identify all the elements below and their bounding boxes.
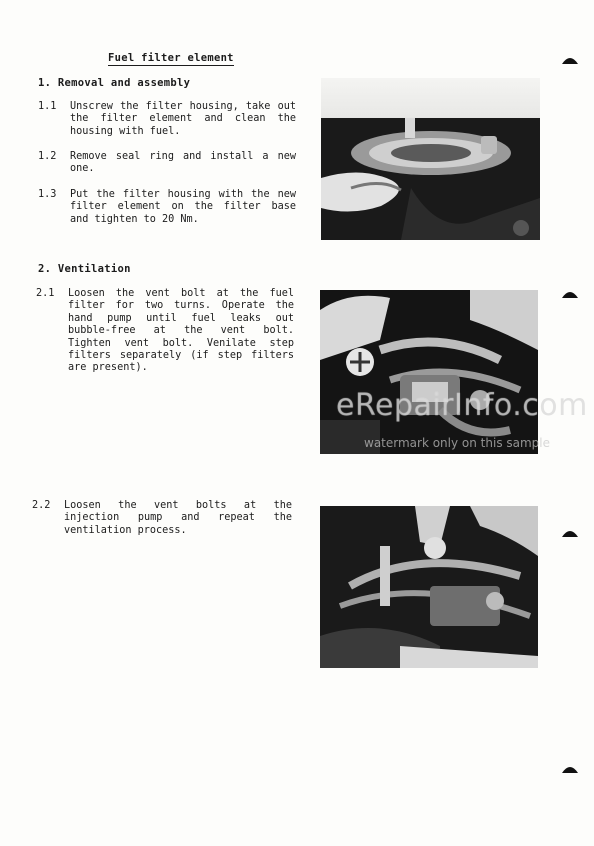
section-heading-removal: 1. Removal and assembly [38, 77, 191, 89]
photo-injection-pump-vent [320, 506, 538, 668]
photo-fuel-filter-vent [320, 290, 538, 454]
photo-fuel-filter-vent-graphic [320, 290, 538, 454]
step-number: 1.2 [38, 151, 57, 162]
watermark-brand: eRepairInfo.com [336, 388, 588, 423]
step-text: Put the filter housing with the new filter element on the filter base and tighten to 20 Nm. [70, 189, 296, 225]
step-number: 1.3 [38, 189, 57, 200]
step-2-2 [32, 500, 292, 540]
page-title: Fuel filter element [108, 52, 234, 64]
step-text: Loosen the vent bolt at the fuel filter for two turns. Operate the hand pump until fuel leaks out bubble-free at the vent bolt. Tighten vent bolt. Venilate step filters separately (if step filters are present). [68, 288, 294, 374]
step-number: 1.1 [38, 101, 57, 112]
step-text: Loosen the vent bolts at the injection pump and repeat the ventilation process. [64, 500, 292, 536]
margin-marker-icon [562, 55, 578, 64]
watermark-note: watermark only on this sample [364, 436, 551, 450]
step-1-1 [38, 101, 296, 141]
step-text: Unscrew the filter housing, take out the filter element and clean the housing with fuel. [70, 101, 296, 137]
photo-injection-pump-vent-graphic [320, 506, 538, 668]
photo-filter-housing-graphic [321, 78, 540, 240]
margin-marker-icon [562, 528, 578, 537]
step-2-1 [36, 288, 294, 378]
step-number: 2.2 [32, 500, 51, 511]
step-1-2 [38, 151, 296, 179]
step-number: 2.1 [36, 288, 55, 299]
step-1-3 [38, 189, 296, 229]
photo-filter-housing [321, 78, 540, 240]
section-heading-ventilation: 2. Ventilation [38, 263, 131, 275]
margin-marker-icon [562, 764, 578, 773]
margin-marker-icon [562, 289, 578, 298]
step-text: Remove seal ring and install a new one. [70, 151, 296, 175]
